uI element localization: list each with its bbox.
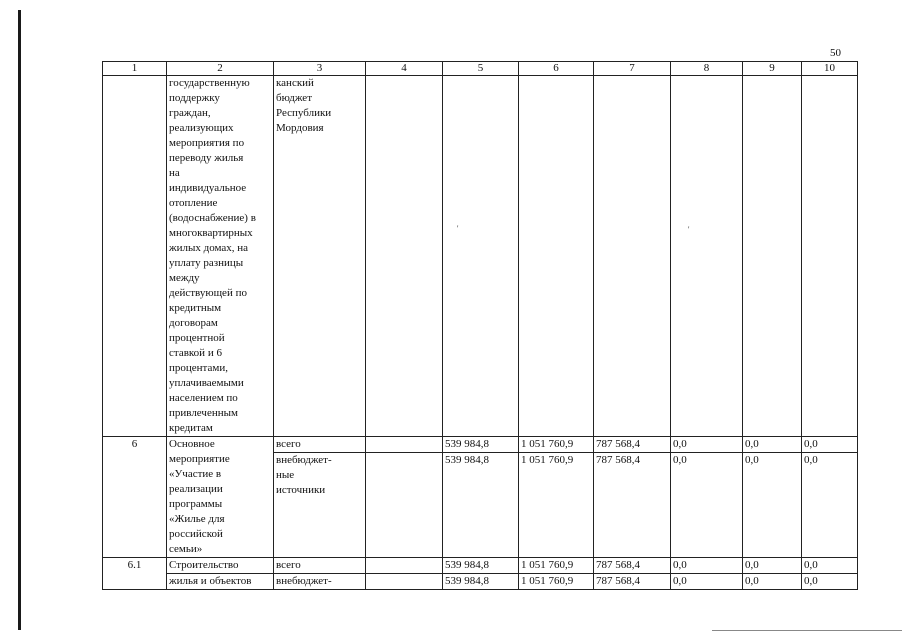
value-cell: 787 568,4 xyxy=(594,574,671,590)
row-number xyxy=(103,76,167,437)
table-row xyxy=(103,558,858,574)
funding-source: внебюджет- ные источники xyxy=(274,453,366,558)
value-cell: 539 984,8 xyxy=(443,437,519,453)
column-header: 8 xyxy=(671,62,743,76)
value-cell: 1 051 760,9 xyxy=(519,574,594,590)
event-name: Основное мероприятие «Участие в реализации программы «Жилье для российской семьи» xyxy=(167,437,274,558)
scan-speck: ' xyxy=(457,224,459,233)
funding-source: всего xyxy=(274,558,366,574)
column-header: 9 xyxy=(743,62,802,76)
value-cell: 787 568,4 xyxy=(594,437,671,453)
value-cell xyxy=(366,558,443,574)
value-cell: 0,0 xyxy=(802,574,858,590)
value-cell: 1 051 760,9 xyxy=(519,453,594,558)
value-cell: 0,0 xyxy=(671,453,743,558)
row-number: 6.1 xyxy=(103,558,167,590)
value-cell: 1 051 760,9 xyxy=(519,558,594,574)
column-header: 4 xyxy=(366,62,443,76)
value-cell: 539 984,8 xyxy=(443,574,519,590)
event-name: Строительство xyxy=(167,558,274,574)
column-header: 1 xyxy=(103,62,167,76)
table-row-continuation xyxy=(103,76,858,437)
value-cell: 1 051 760,9 xyxy=(519,437,594,453)
column-header: 5 xyxy=(443,62,519,76)
budget-table xyxy=(102,61,858,590)
table-row xyxy=(103,437,858,453)
row-number: 6 xyxy=(103,437,167,558)
funding-source: всего xyxy=(274,437,366,453)
funding-source: канский бюджет Республики Мордовия xyxy=(274,76,366,437)
value-cell xyxy=(366,574,443,590)
value-cell: 539 984,8 xyxy=(443,453,519,558)
column-number-row xyxy=(103,62,858,76)
scan-speck: ' xyxy=(688,225,690,234)
value-cell: 0,0 xyxy=(743,437,802,453)
page-number: 50 xyxy=(830,47,841,59)
scan-bottom-line xyxy=(712,630,902,631)
value-cell xyxy=(366,453,443,558)
value-cell: 0,0 xyxy=(802,437,858,453)
value-cell: 0,0 xyxy=(671,558,743,574)
value-cell: 0,0 xyxy=(743,558,802,574)
value-cell: 0,0 xyxy=(802,453,858,558)
funding-source: внебюджет- xyxy=(274,574,366,590)
column-header: 10 xyxy=(802,62,858,76)
event-name: жилья и объектов xyxy=(167,574,274,590)
table-row xyxy=(103,574,858,590)
column-header: 7 xyxy=(594,62,671,76)
value-cell: 0,0 xyxy=(743,453,802,558)
value-cell: 0,0 xyxy=(671,437,743,453)
column-header: 6 xyxy=(519,62,594,76)
event-name: государственную поддержку граждан, реализующих мероприятия по переводу жилья на индивидуальное отопление (водоснабжение) в многоквартирных жилых домах, на уплату разницы между действующей по кредитным договорам процентной ставкой и 6 процентами, уплачиваемыми населением по привлеченным кредитам xyxy=(167,76,274,437)
value-cell: 787 568,4 xyxy=(594,453,671,558)
column-header: 3 xyxy=(274,62,366,76)
value-cell: 0,0 xyxy=(743,574,802,590)
column-header: 2 xyxy=(167,62,274,76)
value-cell: 539 984,8 xyxy=(443,558,519,574)
scan-left-edge xyxy=(18,10,21,630)
value-cell: 787 568,4 xyxy=(594,558,671,574)
value-cell xyxy=(366,437,443,453)
value-cell: 0,0 xyxy=(671,574,743,590)
value-cell: 0,0 xyxy=(802,558,858,574)
